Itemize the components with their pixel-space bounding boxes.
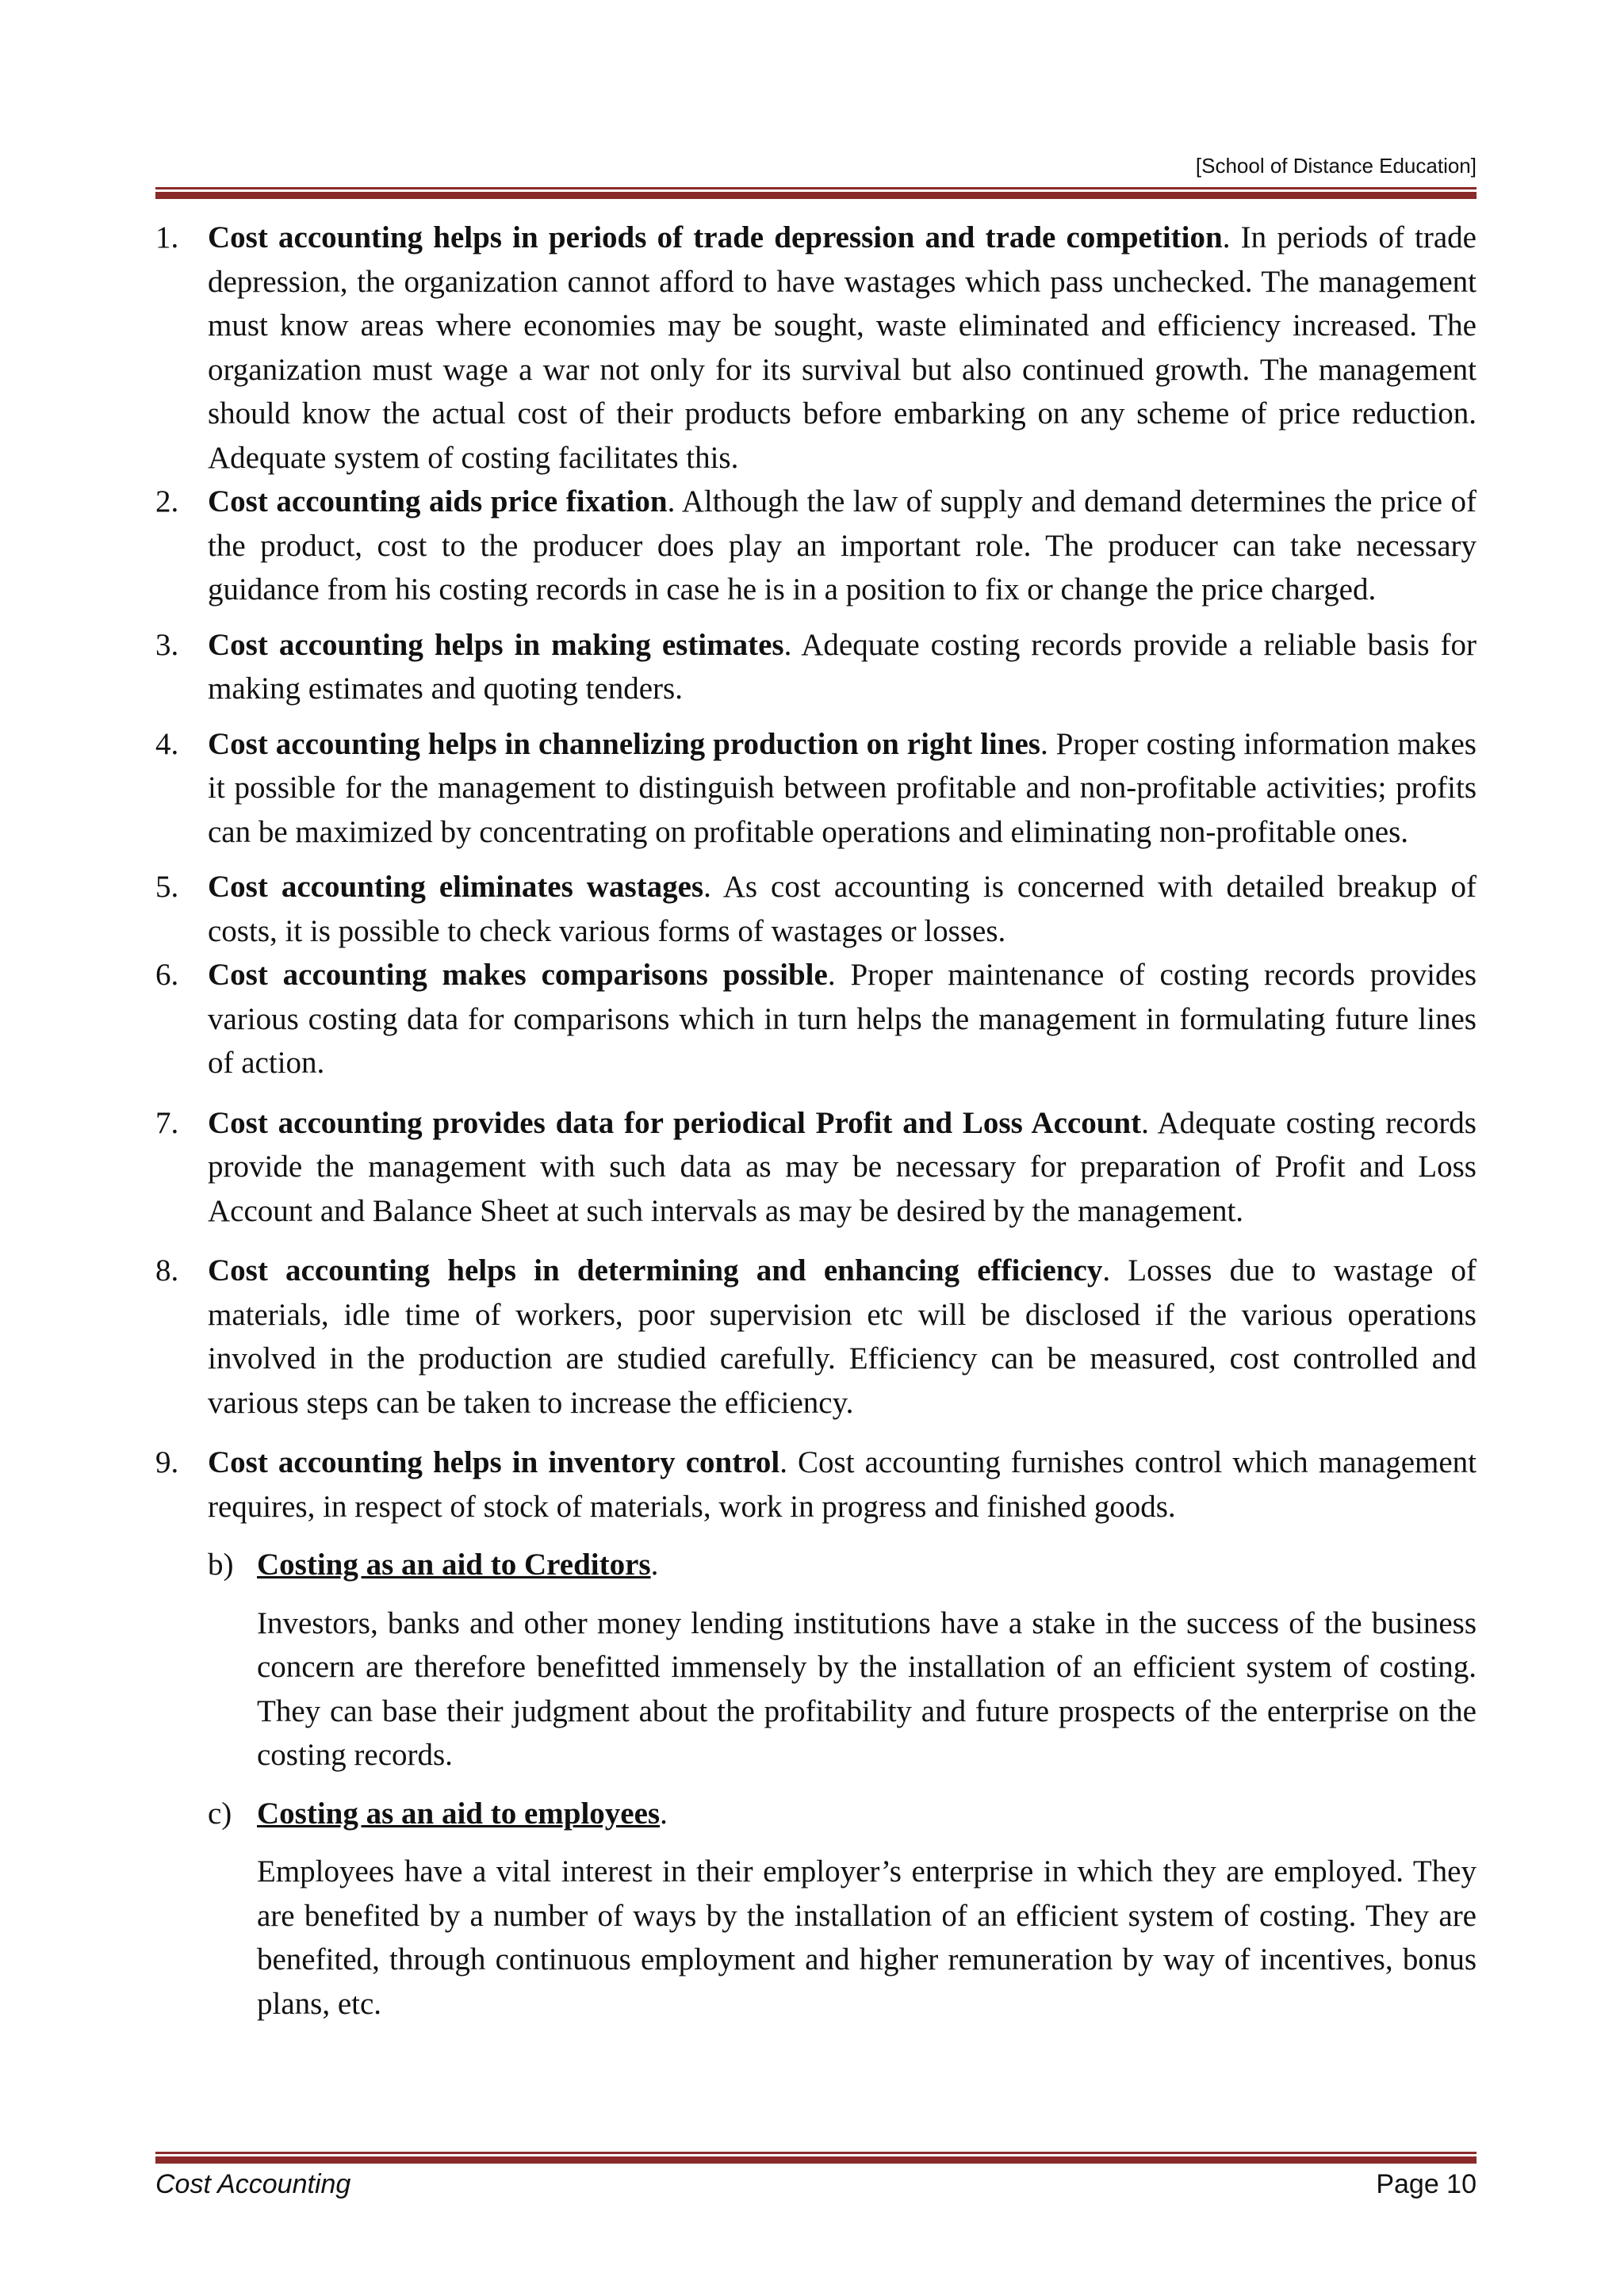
footer-rule <box>155 2152 1477 2164</box>
section-letter: b) <box>208 1548 234 1582</box>
list-item <box>155 865 1477 953</box>
list-item <box>155 480 1477 612</box>
item-number: 5. <box>155 870 179 904</box>
item-heading: Cost accounting eliminates wastages <box>208 870 704 904</box>
footer-subject: Cost Accounting <box>155 2169 351 2199</box>
item-number: 9. <box>155 1445 179 1479</box>
item-heading: Cost accounting helps in channelizing production on right lines <box>208 726 1040 761</box>
list-item <box>155 1441 1477 1529</box>
item-text: . In periods of trade depression, the organization cannot afford to have wastages which pass unchecked. The management must know areas where economies may be sought, waste eliminated and efficiency increased. The organization must wage a war not only for its survival but also continued growth. The management should know the actual cost of their products before embarking on any scheme of price reduction. Adequate system of costing facilitates this. <box>208 220 1477 475</box>
item-number: 4. <box>155 726 179 761</box>
item-number: 6. <box>155 958 179 992</box>
section-title-tail: . <box>660 1796 668 1831</box>
section-heading-creditors <box>155 1543 1477 1587</box>
main-content <box>155 216 1477 2026</box>
item-heading: Cost accounting makes comparisons possible <box>208 958 828 992</box>
item-text: . Proper maintenance of costing records provides various costing data for comparisons which in turn helps the management in formulating future lines of action. <box>208 958 1477 1080</box>
list-item <box>155 722 1477 855</box>
item-heading: Cost accounting helps in periods of trade depression and trade competition <box>208 220 1223 254</box>
item-heading: Cost accounting helps in making estimates <box>208 627 784 662</box>
list-item <box>155 623 1477 711</box>
item-number: 2. <box>155 484 179 519</box>
item-text: . As cost accounting is concerned with detailed breakup of costs, it is possible to check various forms of wastages or losses. <box>208 870 1477 948</box>
item-number: 8. <box>155 1253 179 1288</box>
section-heading-employees <box>155 1792 1477 1836</box>
item-number: 7. <box>155 1105 179 1140</box>
item-heading: Cost accounting aids price fixation <box>208 484 668 519</box>
item-text: . Cost accounting furnishes control which management requires, in respect of stock of materials, work in progress and finished goods. <box>208 1445 1477 1524</box>
section-paragraph: Employees have a vital interest in their employer’s enterprise in which they are employed. They are benefited by a number of ways by the installation of an efficient system of costing. They are benefited, through continuous employment and higher remuneration by way of incentives, bonus plans, etc. <box>257 1854 1477 2021</box>
item-number: 3. <box>155 627 179 662</box>
item-number: 1. <box>155 220 179 254</box>
item-heading: Cost accounting provides data for periodical Profit and Loss Account <box>208 1105 1142 1140</box>
section-title: Costing as an aid to employees <box>257 1796 661 1831</box>
header-rule <box>155 187 1477 199</box>
item-heading: Cost accounting helps in inventory control <box>208 1445 780 1479</box>
section-letter: c) <box>208 1796 232 1831</box>
section-title: Costing as an aid to Creditors <box>257 1548 651 1582</box>
list-item <box>155 953 1477 1085</box>
item-heading: Cost accounting helps in determining and enhancing efficiency <box>208 1253 1103 1288</box>
item-text: . Losses due to wastage of materials, idle time of workers, poor supervision etc will be disclosed if the various operations involved in the production are studied carefully. Efficiency can be measured, cost controlled and various steps can be taken to increase the efficiency. <box>208 1253 1477 1420</box>
section-title-tail: . <box>650 1548 659 1582</box>
page-number: Page 10 <box>1376 2169 1477 2199</box>
list-item <box>155 1101 1477 1234</box>
list-item <box>155 216 1477 480</box>
list-item <box>155 1249 1477 1425</box>
item-text: . Adequate costing records provide a reliable basis for making estimates and quoting tenders. <box>208 627 1477 706</box>
section-paragraph: Investors, banks and other money lending institutions have a stake in the success of the business concern are therefore benefitted immensely by the installation of an efficient system of costing. They can base their judgment about the profitability and future prospects of the enterprise on the costing records. <box>257 1605 1477 1772</box>
item-text: . Although the law of supply and demand determines the price of the product, cost to the producer does play an important role. The producer can take necessary guidance from his costing records in case he is in a position to fix or change the price charged. <box>208 484 1477 607</box>
header-institution: [School of Distance Education] <box>1195 154 1477 178</box>
item-text: . Adequate costing records provide the management with such data as may be necessary for preparation of Profit and Loss Account and Balance Sheet at such intervals as may be desired by the management. <box>208 1105 1477 1228</box>
item-text: . Proper costing information makes it possible for the management to distinguish between profitable and non-profitable activities; profits can be maximized by concentrating on profitable operations and eliminating non-profitable ones. <box>208 726 1477 849</box>
